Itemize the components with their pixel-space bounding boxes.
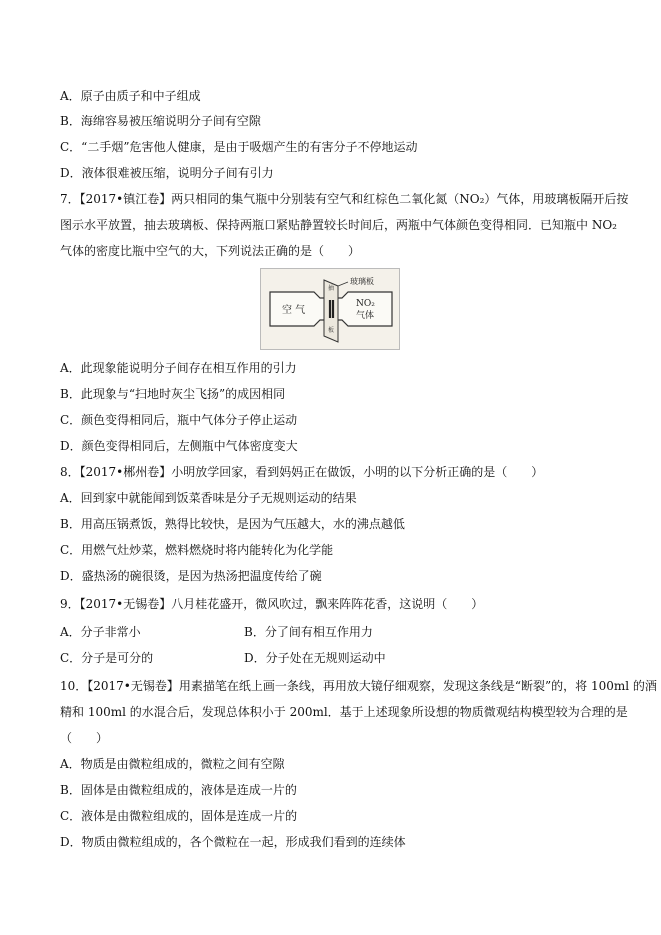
q9-stem: 9．【2017•无锡卷】八月桂花盛开，微风吹过，飘来阵阵花香，这说明（ ） (60, 597, 484, 611)
q9-option-c: C．分子是可分的 (60, 651, 154, 665)
q10-option-d: D．物质由微粒组成的，各个微粒在一起，形成我们看到的连续体 (60, 835, 406, 849)
q8-option-b: B．用高压锅煮饭，熟得比较快，是因为气压越大，水的沸点越低 (60, 517, 405, 531)
q6-option-c: C．“二手烟”危害他人健康，是由于吸烟产生的有害分子不停地运动 (60, 140, 418, 154)
q10-option-c: C．液体是由微粒组成的，固体是连成一片的 (60, 809, 298, 823)
q6-option-b: B．海绵容易被压缩说明分子间有空隙 (60, 114, 261, 128)
q7-stem-line-1: 7．【2017•镇江卷】两只相同的集气瓶中分别装有空气和红棕色二氧化氮（NO₂）气体，用玻璃板隔开后按 (60, 192, 629, 206)
q10-stem-line-3: （ ） (60, 731, 109, 745)
q7-option-b: B．此现象与“扫地时灰尘飞扬”的成因相同 (60, 387, 286, 401)
q10-stem-line-2: 精和 100ml 的水混合后，发现总体积小于 200ml．基于上述现象所设想的物质微观结构模型较为合理的是 (60, 705, 628, 719)
svg-text:抽: 抽 (328, 285, 335, 292)
gas-label: 气体 (356, 311, 375, 321)
q7-option-c: C．颜色变得相同后，瓶中气体分子停止运动 (60, 413, 298, 427)
q9-option-d: D．分子处在无规则运动中 (244, 651, 386, 665)
q7-option-a: A．此现象能说明分子间存在相互作用的引力 (60, 361, 297, 375)
q7-stem-line-3: 气体的密度比瓶中空气的大，下列说法正确的是（ ） (60, 244, 361, 258)
q8-option-d: D．盛热汤的碗很烫，是因为热汤把温度传给了碗 (60, 569, 322, 583)
q10-option-b: B．固体是由微粒组成的，液体是连成一片的 (60, 783, 297, 797)
q8-option-c: C．用燃气灶炒菜，燃料燃烧时将内能转化为化学能 (60, 543, 334, 557)
q7-stem-line-2: 图示水平放置，抽去玻璃板、保持两瓶口紧贴静置较长时间后，两瓶中气体颜色变得相同．已知瓶中 NO₂ (60, 218, 617, 232)
q8-stem: 8．【2017•郴州卷】小明放学回家，看到妈妈正在做饭，小明的以下分析正确的是（ ） (60, 465, 544, 479)
q7-option-d: D．颜色变得相同后，左侧瓶中气体密度变大 (60, 439, 298, 453)
no2-label: NO₂ (356, 299, 375, 309)
svg-text:板: 板 (328, 327, 335, 334)
plate-label: 玻璃板 (350, 277, 374, 286)
q10-stem-line-1: 10．【2017•无锡卷】用素描笔在纸上画一条线，再用放大镜仔细观察，发现这条线是“断裂”的，将 100ml 的酒 (60, 679, 657, 693)
gas-bottles-figure (260, 268, 400, 350)
gas-bottles-diagram (260, 268, 400, 350)
q9-option-b: B．分了间有相互作用力 (244, 625, 373, 639)
q10-option-a: A．物质是由微粒组成的，微粒之间有空隙 (60, 757, 285, 771)
q8-option-a: A．回到家中就能闻到饭菜香味是分子无规则运动的结果 (60, 491, 357, 505)
air-label: 空 气 (282, 305, 306, 316)
q6-option-a: A．原子由质子和中子组成 (60, 89, 201, 103)
q6-option-d: D．液体很难被压缩，说明分子间有引力 (60, 166, 274, 180)
q9-option-a: A．分子非常小 (60, 625, 141, 639)
